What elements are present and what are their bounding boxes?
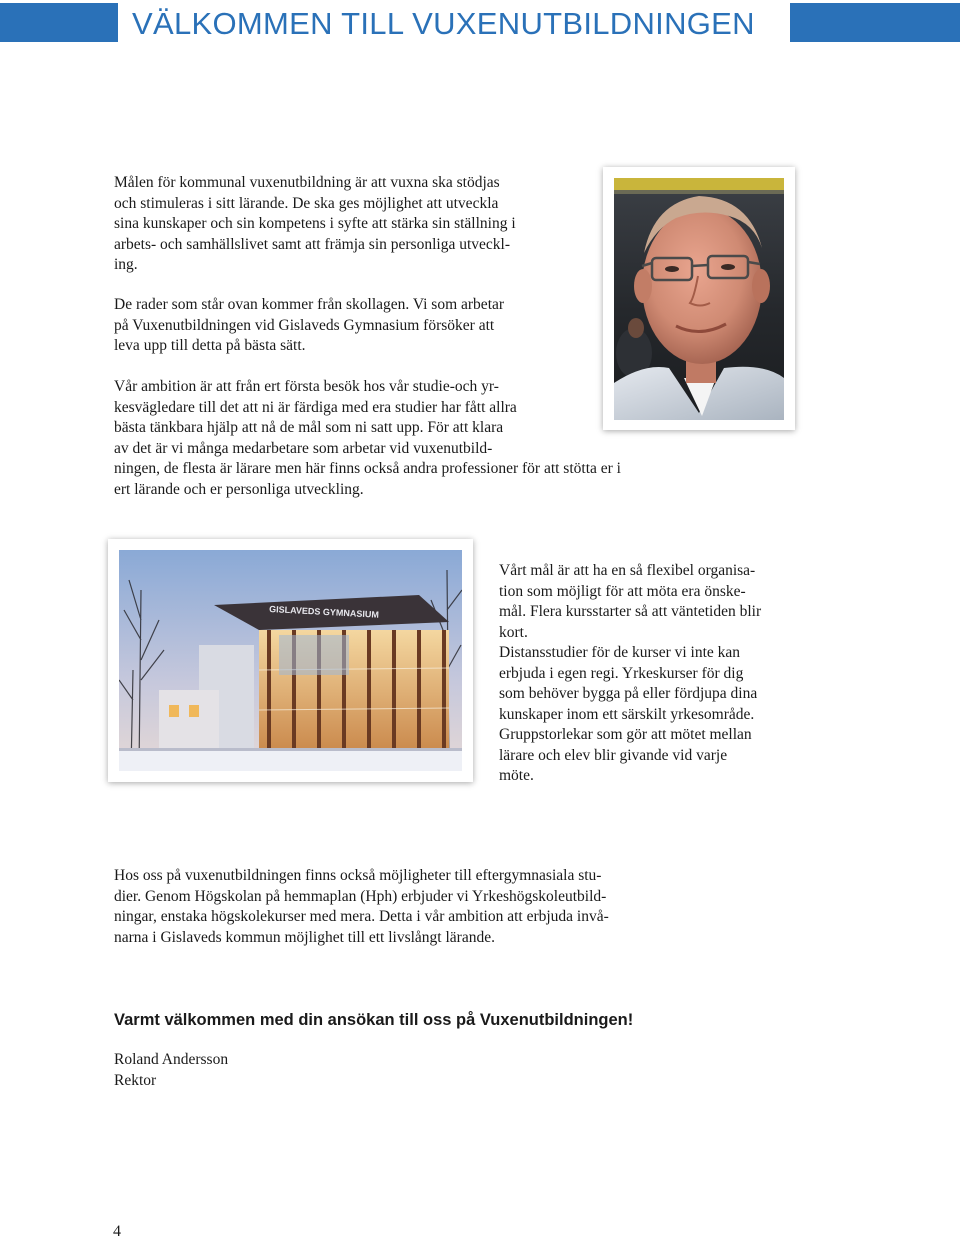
text-line: kesvägledare till det att ni är färdiga med era studier har fått allra <box>114 398 517 416</box>
text-line: ing. <box>114 256 138 273</box>
goal-paragraph <box>499 561 761 787</box>
text-line: arbets- och samhällslivet samt att främja sin personliga utveckl- <box>114 235 510 253</box>
page-title: VÄLKOMMEN TILL VUXENUTBILDNINGEN <box>132 6 755 41</box>
intro-paragraph <box>114 173 516 276</box>
closing-statement: Varmt välkommen med din ansökan till oss på Vuxenutbildningen! <box>114 1011 634 1029</box>
signature-block <box>114 1050 228 1091</box>
text-line: Gruppstorlekar som gör att mötet mellan <box>499 726 752 743</box>
text-line: tion som möjligt för att möta era önske- <box>499 582 746 600</box>
text-line: leva upp till detta på bästa sätt. <box>114 337 306 354</box>
text-line: Vår ambition är att från ert första besök hos vår studie-och yr- <box>114 378 499 395</box>
building-sign-text: GISLAVEDS GYMNASIUM <box>268 604 380 620</box>
ambition-paragraph <box>114 377 621 500</box>
signature-role: Rektor <box>114 1071 157 1089</box>
text-line: Målen för kommunal vuxenutbildning är att vuxna ska stödjas <box>114 174 500 191</box>
text-line: möte. <box>499 767 534 784</box>
text-line: kunskaper inom ett särskilt yrkesområde. <box>499 705 755 723</box>
text-line: Vårt mål är att ha en så flexibel organisa- <box>499 562 756 579</box>
text-line: sina kunskaper och sin kompetens i syfte att stärka sin ställning i <box>114 215 516 232</box>
note-paragraph <box>114 295 504 357</box>
signature-name: Roland Andersson <box>114 1051 229 1068</box>
school-building-photo <box>108 539 473 782</box>
text-line: bästa tänkbara hjälp att nå de mål som ni satt upp. För att klara <box>114 419 504 436</box>
text-line: erbjuda i egen regi. Yrkeskurser för dig <box>499 664 744 682</box>
text-line: ningar, enstaka högskolekurser med mera. Detta i vår ambition att erbjuda invå- <box>114 908 609 925</box>
text-line: dier. Genom Högskolan på hemmaplan (Hph) erbjuder vi Yrkeshögskoleutbild- <box>114 887 607 905</box>
building-image <box>119 550 462 771</box>
higher-education-paragraph <box>114 866 609 948</box>
text-line: Distansstudier för de kurser vi inte kan <box>499 644 741 661</box>
header-band-left <box>0 3 118 42</box>
text-line: som behöver bygga på eller fördjupa dina <box>499 685 758 702</box>
portrait-image <box>614 178 784 420</box>
text-line: lärare och elev blir givande vid varje <box>499 746 728 764</box>
text-line: De rader som står ovan kommer från skollagen. Vi som arbetar <box>114 296 505 313</box>
header-band-right <box>790 3 960 42</box>
text-line: av det är vi många medarbetare som arbetar vid vuxenutbild- <box>114 439 493 457</box>
text-line: och stimuleras i sitt lärande. De ska ges möjlighet att utveckla <box>114 194 499 212</box>
text-line: kort. <box>499 623 528 641</box>
page-number: 4 <box>113 1223 121 1240</box>
text-line: narna i Gislaveds kommun möjlighet till ett livslångt lärande. <box>114 928 495 946</box>
text-line: ert lärande och er personliga utveckling. <box>114 480 364 498</box>
text-line: mål. Flera kursstarter så att väntetiden blir <box>499 603 762 620</box>
text-line: på Vuxenutbildningen vid Gislaveds Gymnasium försöker att <box>114 316 495 334</box>
rector-portrait-photo <box>603 167 795 430</box>
text-line: ningen, de flesta är lärare men här finns också andra professioner för att stötta er i <box>114 460 621 477</box>
text-line: Hos oss på vuxenutbildningen finns också möjligheter till eftergymnasiala stu- <box>114 867 602 884</box>
